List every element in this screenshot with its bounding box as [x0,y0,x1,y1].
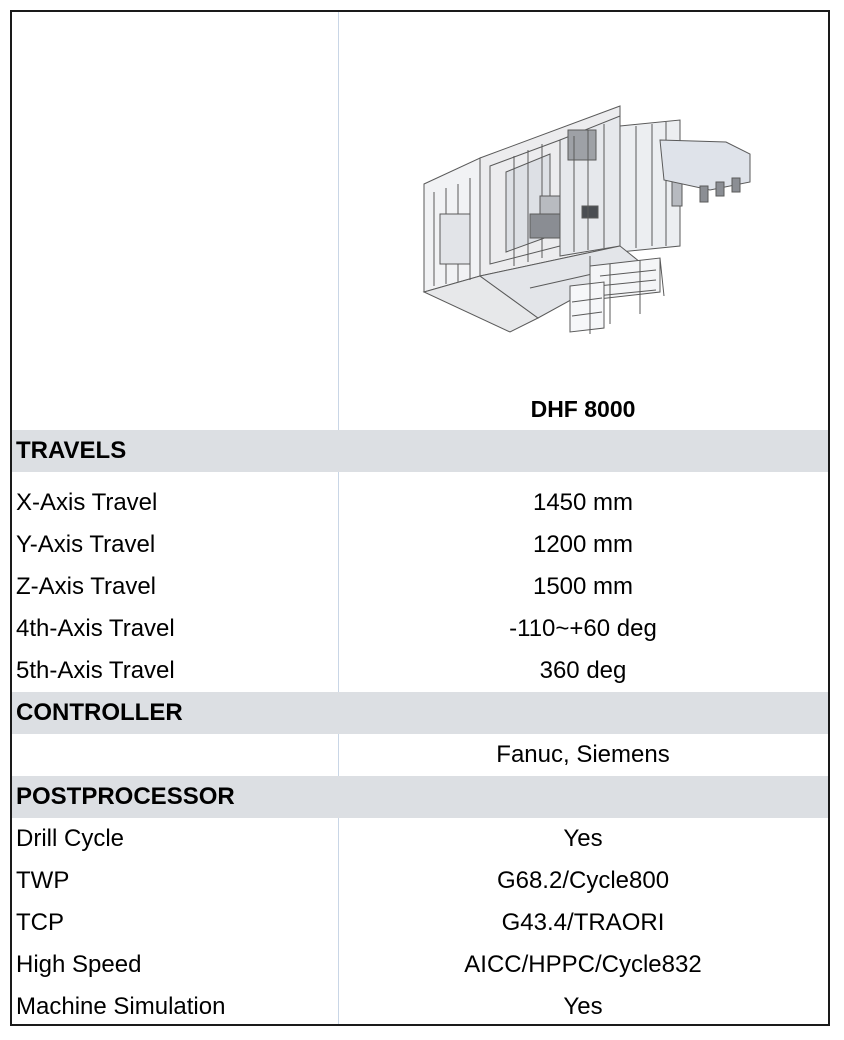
section-postprocessor [12,776,828,818]
spec-label: TWP [16,867,70,894]
spec-label: X-Axis Travel [16,489,158,516]
spec-value: Yes [563,993,603,1020]
spec-row-machine-simulation [12,986,828,1028]
spec-label: TCP [16,909,64,936]
section-title-postprocessor: POSTPROCESSOR [16,783,235,810]
spec-label: 4th-Axis Travel [16,615,175,642]
spec-row-y-axis [12,524,828,566]
spec-row-drill-cycle [12,818,828,860]
spec-value: 360 deg [539,657,627,684]
spec-row-5th-axis [12,650,828,692]
spec-label: Z-Axis Travel [16,573,157,600]
spec-label: Drill Cycle [16,825,124,852]
section-travels [12,430,828,472]
machine-image [410,96,756,336]
spec-label: Y-Axis Travel [16,531,156,558]
model-name: DHF 8000 [530,396,636,422]
spec-value: 1200 mm [532,531,634,558]
section-controller [12,692,828,734]
section-title-travels: TRAVELS [16,437,127,464]
machine-wireframe-icon [410,96,756,336]
spec-sheet [10,10,830,1026]
spec-label: High Speed [16,951,142,978]
spec-label: Machine Simulation [16,993,226,1020]
spec-row-high-speed [12,944,828,986]
header-area [12,12,828,430]
spec-row-tcp [12,902,828,944]
spec-value: -110~+60 deg [509,615,657,642]
spec-value: AICC/HPPC/Cycle832 [464,951,702,978]
spec-row-z-axis [12,566,828,608]
section-title-controller: CONTROLLER [16,699,183,726]
spec-row-x-axis [12,482,828,524]
spec-label: 5th-Axis Travel [16,657,175,684]
spec-value: Yes [563,825,603,852]
spec-row-twp [12,860,828,902]
spec-value: 1500 mm [532,573,634,600]
spec-value: G68.2/Cycle800 [496,867,670,894]
spec-value: 1450 mm [532,489,634,516]
spec-row-4th-axis [12,608,828,650]
spec-row-controller [12,734,828,776]
spec-value: G43.4/TRAORI [501,909,665,936]
spec-value: Fanuc, Siemens [496,741,670,768]
